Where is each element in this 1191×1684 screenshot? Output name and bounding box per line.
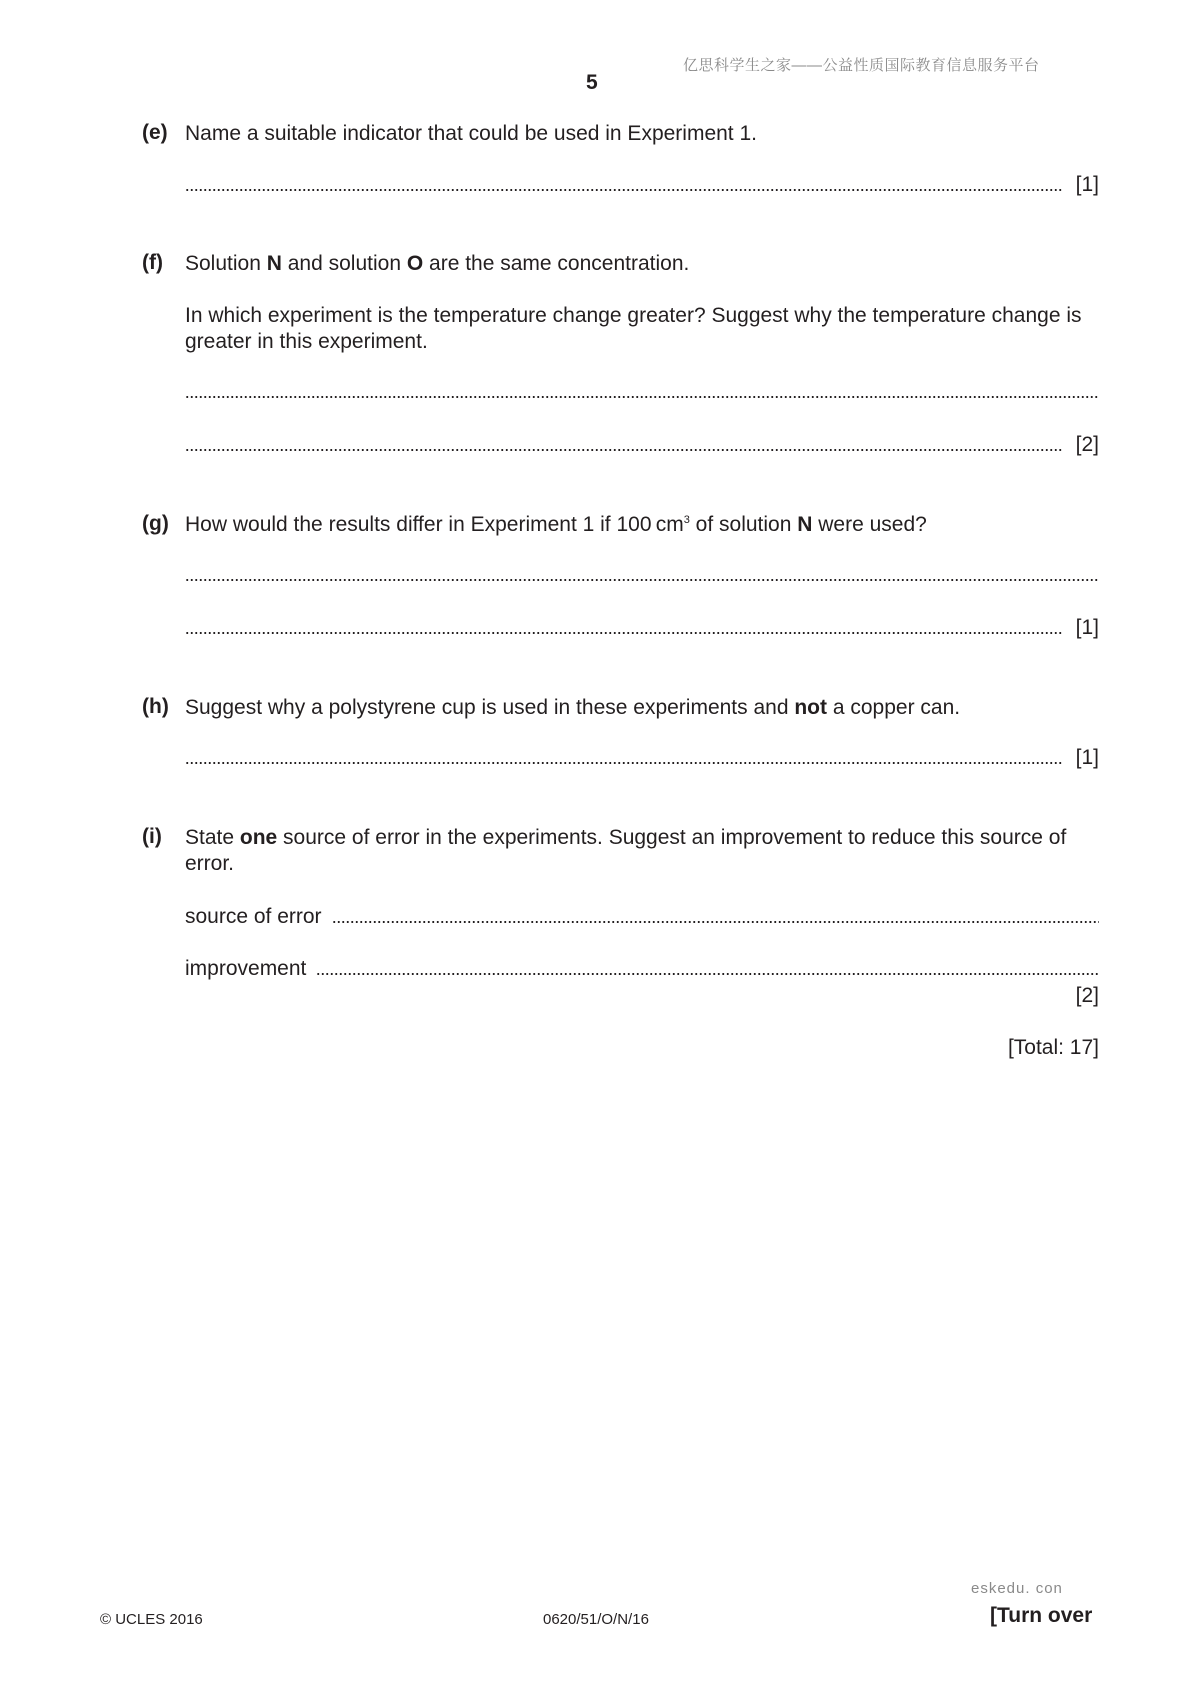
improvement-label: improvement — [185, 957, 307, 980]
text-span: were used? — [812, 513, 927, 536]
answer-line-f-2[interactable] — [185, 431, 1099, 457]
answer-line-e[interactable] — [185, 171, 1099, 197]
question-f-prompt: In which experiment is the temperature change greater? Suggest why the temperature change is greater in this experiment. — [185, 304, 1082, 353]
page-number: 5 — [586, 71, 598, 94]
bold-text: O — [406, 252, 424, 275]
dotted-rule — [332, 920, 1099, 924]
text-span: of solution — [689, 513, 798, 536]
bold-text: one — [239, 826, 278, 849]
dotted-rule — [185, 448, 1062, 452]
bold-text: not — [794, 696, 828, 719]
text-span: How would the results differ in Experiment 1 if 100 cm — [185, 513, 684, 536]
dotted-rule — [316, 972, 1099, 976]
question-h-label: (h) — [142, 695, 169, 718]
dotted-rule — [185, 188, 1062, 192]
dotted-rule — [185, 761, 1062, 765]
question-g-label: (g) — [142, 512, 169, 535]
question-f-label: (f) — [142, 251, 163, 274]
mark-i: [2] — [1075, 984, 1099, 1007]
total-marks: [Total: 17] — [1007, 1036, 1099, 1059]
question-h-text — [185, 695, 1099, 721]
question-g-text — [185, 512, 1099, 538]
improvement-line[interactable] — [185, 955, 1099, 981]
paper-code: 0620/51/O/N/16 — [543, 1611, 649, 1628]
answer-line-f-1[interactable] — [185, 378, 1099, 404]
text-span: source of error in the experiments. Suggest an improvement to reduce this source of error. — [185, 826, 1067, 875]
answer-line-g-2[interactable] — [185, 614, 1099, 640]
dotted-rule — [185, 395, 1099, 399]
text-span: and solution — [281, 252, 407, 275]
footer-watermark: eskedu. con — [971, 1580, 1063, 1597]
copyright: © UCLES 2016 — [100, 1611, 203, 1628]
source-of-error-line[interactable] — [185, 903, 1099, 929]
text-span: State — [185, 826, 240, 849]
question-f-text — [185, 251, 1099, 277]
dotted-rule — [185, 631, 1062, 635]
text-span: are the same concentration. — [423, 252, 690, 275]
answer-line-h[interactable] — [185, 744, 1099, 770]
text-span: Solution — [185, 252, 267, 275]
mark-e: [1] — [1075, 173, 1099, 196]
bold-text: N — [797, 513, 813, 536]
question-i-text — [185, 825, 1099, 877]
superscript: 3 — [683, 514, 690, 526]
header-watermark: 亿思科学生之家——公益性质国际教育信息服务平台 — [683, 57, 1040, 74]
mark-g: [1] — [1075, 616, 1099, 639]
text-span: a copper can. — [827, 696, 961, 719]
question-e-text: Name a suitable indicator that could be used in Experiment 1. — [185, 122, 757, 145]
mark-f: [2] — [1075, 433, 1099, 456]
mark-h: [1] — [1075, 746, 1099, 769]
question-i-label: (i) — [142, 825, 162, 848]
bold-text: N — [266, 252, 282, 275]
answer-line-g-1[interactable] — [185, 561, 1099, 587]
text-span: Suggest why a polystyrene cup is used in these experiments and — [185, 696, 795, 719]
turn-over: [Turn over — [990, 1604, 1093, 1627]
question-e-label: (e) — [142, 121, 168, 144]
source-of-error-label: source of error — [185, 905, 322, 928]
dotted-rule — [185, 578, 1099, 582]
